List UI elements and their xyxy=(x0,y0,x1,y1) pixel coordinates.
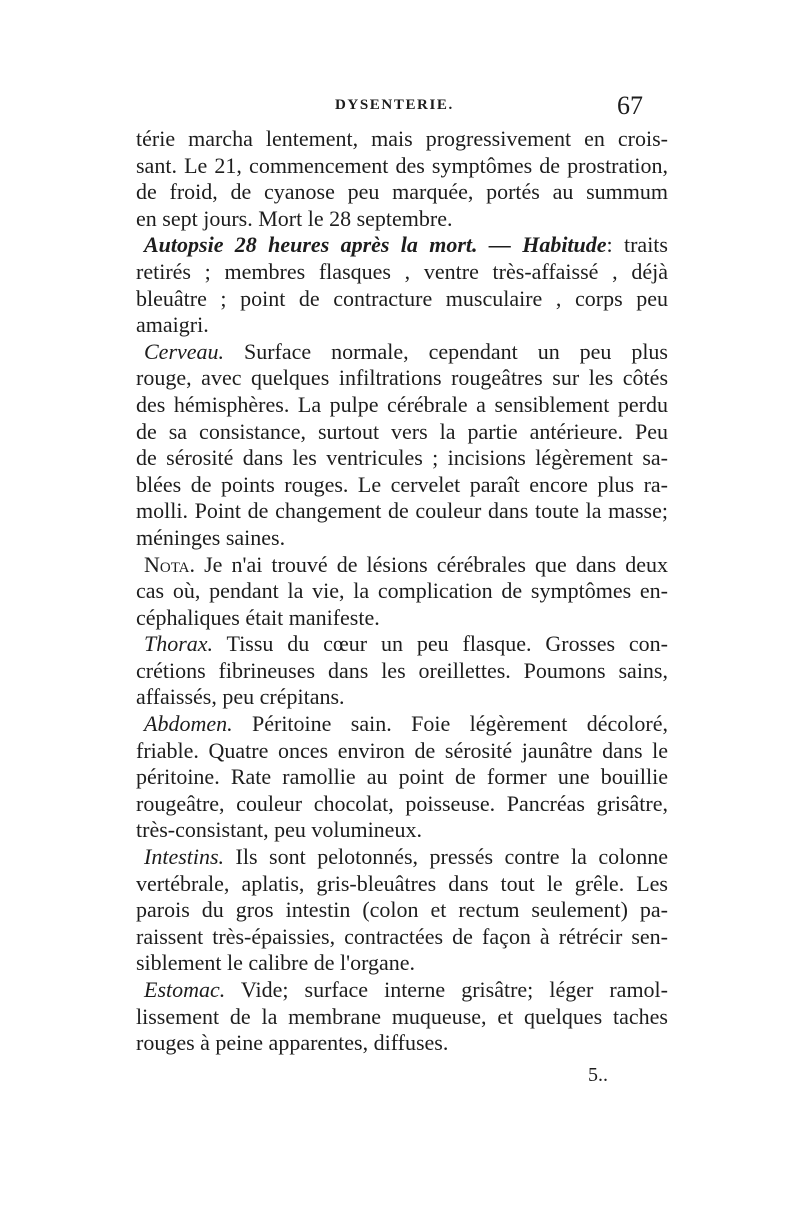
text-line: céphaliques était manifeste. xyxy=(136,604,380,630)
section-heading-abdomen: Abdomen. xyxy=(144,711,233,737)
text-line: en sept jours. Mort le 28 septembre. xyxy=(136,205,453,231)
text-line: crétions fibrineuses dans les oreillettes. Poumons sains, xyxy=(136,657,668,683)
text-line: rouge, avec quelques infiltrations rougeâtres sur les côtés xyxy=(136,365,668,391)
running-head: DYSENTERIE. xyxy=(335,97,454,113)
text-line xyxy=(136,844,668,871)
text-line: amaigri. xyxy=(136,312,209,338)
text-line: rouges à peine apparentes, diffuses. xyxy=(136,1030,449,1056)
text-line: retirés ; membres flasques , ventre très-affaissé , déjà xyxy=(136,258,668,284)
body-text xyxy=(136,126,668,1057)
text-line: blées de points rouges. Le cervelet paraît encore plus ra- xyxy=(136,471,668,497)
text-fragment: Vide; surface interne grisâtre; léger ramol- xyxy=(225,977,668,1002)
section-heading-cerveau: Cerveau. xyxy=(144,338,225,364)
text-fragment: Je n'ai trouvé de lésions cérébrales que dans deux xyxy=(195,551,668,577)
section-heading-intestins: Intestins. xyxy=(144,844,225,870)
text-line: sant. Le 21, commencement des symptômes de prostration, xyxy=(136,152,668,178)
text-line xyxy=(136,552,668,579)
page-number: 67 xyxy=(617,91,643,120)
text-line: bleuâtre ; point de contracture musculaire , corps peu xyxy=(136,285,668,311)
text-line xyxy=(136,977,668,1004)
text-line: lissement de la membrane muqueuse, et quelques taches xyxy=(136,1003,668,1029)
text-fragment: Péritoine sain. Foie légèrement décoloré, xyxy=(232,711,668,737)
text-line: térie marcha lentement, mais progressivement en crois- xyxy=(136,126,668,151)
text-line: de froid, de cyanose peu marquée, portés au summum xyxy=(136,179,668,205)
text-line: affaissés, peu crépitans. xyxy=(136,684,345,710)
text-line xyxy=(136,711,668,738)
text-line: péritoine. Rate ramollie au point de former une bouillie xyxy=(136,764,668,790)
section-heading-nota: Nota. xyxy=(144,551,196,577)
section-heading-thorax: Thorax. xyxy=(144,631,214,657)
text-fragment: Surface normale, cependant un peu plus xyxy=(224,338,668,364)
section-heading-estomac: Estomac. xyxy=(144,977,226,1002)
signature-mark: 5.. xyxy=(588,1064,608,1086)
text-line xyxy=(136,339,668,366)
text-line: siblement le calibre de l'organe. xyxy=(136,950,416,976)
text-line: de sérosité dans les ventricules ; incisions légèrement sa- xyxy=(136,445,668,471)
text-line: des hémisphères. La pulpe cérébrale a sensiblement perdu xyxy=(136,391,668,417)
text-line: méninges saines. xyxy=(136,524,286,550)
text-line: vertébrale, aplatis, gris-bleuâtres dans tout le grêle. Les xyxy=(136,870,668,896)
text-line: rougeâtre, couleur chocolat, poisseuse. Pancréas grisâtre, xyxy=(136,790,668,816)
text-fragment: Ils sont pelotonnés, pressés contre la colonne xyxy=(224,844,668,870)
text-line: très-consistant, peu volumineux. xyxy=(136,817,422,843)
text-fragment: : traits xyxy=(606,232,668,258)
text-line xyxy=(136,631,668,658)
text-line: de sa consistance, surtout vers la partie antérieure. Peu xyxy=(136,418,668,444)
text-line: raissent très-épaissies, contractées de façon à rétrécir sen- xyxy=(136,923,668,949)
text-fragment: Tissu du cœur un peu flasque. Grosses con- xyxy=(213,631,668,657)
text-line: friable. Quatre onces environ de sérosité jaunâtre dans le xyxy=(136,737,668,763)
text-line xyxy=(136,232,668,259)
text-line: cas où, pendant la vie, la complication de symptômes en- xyxy=(136,578,668,604)
section-heading-autopsie: Autopsie 28 heures après la mort. — Habitude xyxy=(144,232,607,258)
text-line: parois du gros intestin (colon et rectum seulement) pa- xyxy=(136,897,668,923)
text-line: molli. Point de changement de couleur dans toute la masse; xyxy=(136,498,668,524)
